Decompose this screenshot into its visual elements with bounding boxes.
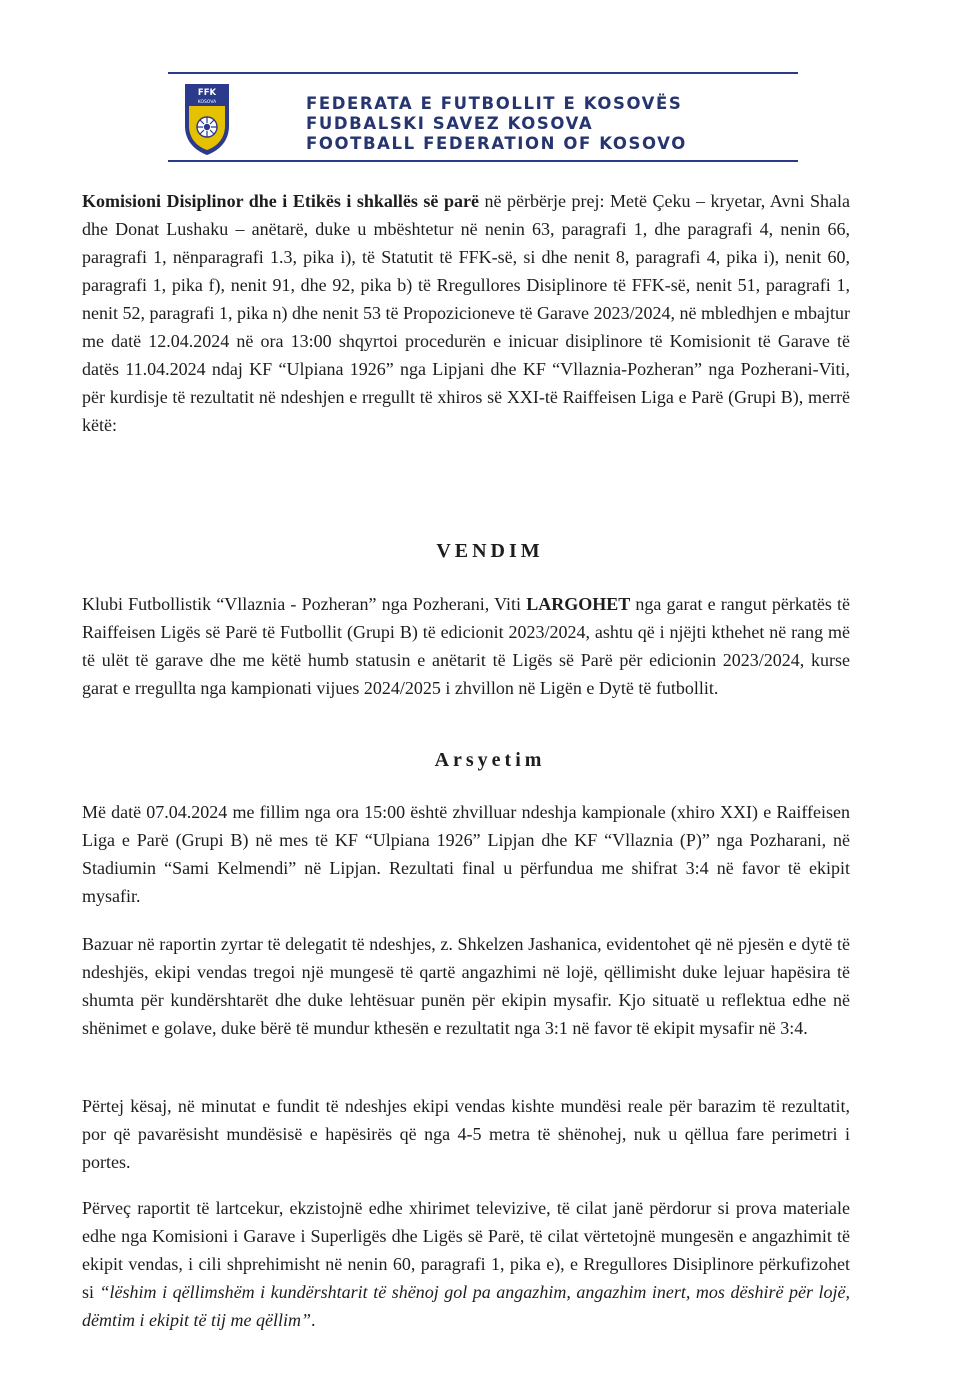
commission-name: Komisioni Disiplinor dhe i Etikës i shkallës së parë xyxy=(82,191,479,211)
reasoning-p4-text: Përveç raportit të lartcekur, ekzistojnë edhe xhirimet televizive, të cilat janë përdorur si prova materiale edhe nga Komisioni i Garave i Superligës dhe Ligës së Parë, të cilat vërtetojnë mungesën e angazhimit të ekipit vendas, i cili shprehimisht në nenin 60, paragrafi 1, pika e), e Rregullores Disiplinore përkufizohet si xyxy=(82,1198,850,1302)
reasoning-p4-end: . xyxy=(310,1310,316,1330)
header-bottom-rule xyxy=(168,160,798,162)
decision-paragraph xyxy=(82,590,850,702)
reasoning-paragraph-2: Bazuar në raportin zyrtar të delegatit të ndeshjes, z. Shkelzen Jashanica, evidentohet që në pjesën e dytë të ndeshjës, ekipi vendas tregoi një mungesë të qartë angazhimi në lojë, qëllimisht duke lejuar hapësira të shumta për kundërshtarët dhe duke lehtësuar punën për ekipin mysafir. Kjo situatë u reflektua edhe në shënimet e golave, duke bërë të mundur kthesën e rezultatit nga 3:1 në favor të ekipit mysafir në 3:4. xyxy=(82,934,850,1038)
reasoning-paragraph-1: Më datë 07.04.2024 me fillim nga ora 15:00 është zhvilluar ndeshja kampionale (xhiro XXI) e Raiffeisen Liga e Parë (Grupi B) në mes të KF “Ulpiana 1926” Lipjan dhe KF “Vllaznia (P)” nga Pozharani, në Stadiumin “Sami Kelmendi” në Lipjan. Rezultati final u përfundua me shifrat 3:4 në favor të ekipit mysafir. xyxy=(82,802,850,906)
crest-text: FFK xyxy=(197,88,217,98)
federation-name-english: FOOTBALL FEDERATION OF KOSOVO xyxy=(306,134,687,153)
regulation-quote: “lëshim i qëllimshëm i kundërshtarit të shënoj gol pa angazhim, angazhim inert, mos dëshirë për lojë, dëmtim i ekipit të tij me qëllim” xyxy=(82,1282,850,1330)
decision-text-start: Klubi Futbollistik “Vllaznia - Pozheran” nga Pozherani, Viti xyxy=(82,594,527,614)
federation-names xyxy=(306,94,687,154)
crest-subtext: KOSOVA xyxy=(197,100,217,105)
decision-heading: VENDIM xyxy=(436,540,544,562)
federation-name-serbian: FUDBALSKI SAVEZ KOSOVA xyxy=(306,114,594,133)
reasoning-paragraph-3: Përtej kësaj, në minutat e fundit të ndeshjes ekipi vendas kishte mundësi reale për barazim të rezultatit, por që pavarësisht mundësisë e hapësirës që nga 4-5 metra të shënohej, nuk u qëllua fare perimetri i portes. xyxy=(82,1096,850,1172)
reasoning-heading: Arsyetim xyxy=(434,749,546,771)
ffk-crest-icon xyxy=(182,82,232,156)
header-top-rule xyxy=(168,72,798,74)
decision-verdict: LARGOHET xyxy=(526,594,631,614)
intro-text: në përbërje prej: Metë Çeku – kryetar, Avni Shala dhe Donat Lushaku – anëtarë, duke u mbështetur në nenin 63, paragrafi 1, dhe paragrafi 4, nenin 66, paragrafi 1, nënparagrafi 1.3, pika i), të Statutit të FFK-së, si dhe nenit 8, paragrafi 4, pika i), nenit 60, paragrafi 1, pika f), nenit 91, dhe 92, pika b) të Rregullores Disiplinore të FFK-së, nenit 51, paragrafi 1, nenit 52, paragrafi 1, pika n) dhe nenit 53 të Propozicioneve të Garave 2023/2024, në mbledhjen e mbajtur me datë 12.04.2024 në ora 13:00 shqyrtoi procedurën e inicuar disiplinore të Komisionit të Garave të datës 11.04.2024 ndaj KF “Ulpiana 1926” nga Lipjani dhe KF “Vllaznia-Pozheran” nga Pozherani-Viti, për kurdisje të rezultatit në ndeshjen e rregullt të xhiros së XXI-të Raiffeisen Liga e Parë (Grupi B), merrë këtë: xyxy=(82,191,850,435)
reasoning-paragraph-4 xyxy=(82,1194,850,1334)
federation-name-albanian: FEDERATA E FUTBOLLIT E KOSOVËS xyxy=(306,94,683,113)
intro-paragraph xyxy=(82,187,850,439)
decision-text-end: nga garat e rangut përkatës të Raiffeisen Ligës së Parë të Futbollit (Grupi B) të edicionit 2023/2024, ashtu që i njëjti kthehet në rang më të ulët të garave dhe me këtë humb statusin e anëtarit të Ligës së Parë për edicionin 2023/2024, kurse garat e rregullta nga kampionati vijues 2024/2025 i zhvillon në Ligën e Dytë të futbollit. xyxy=(82,594,850,698)
